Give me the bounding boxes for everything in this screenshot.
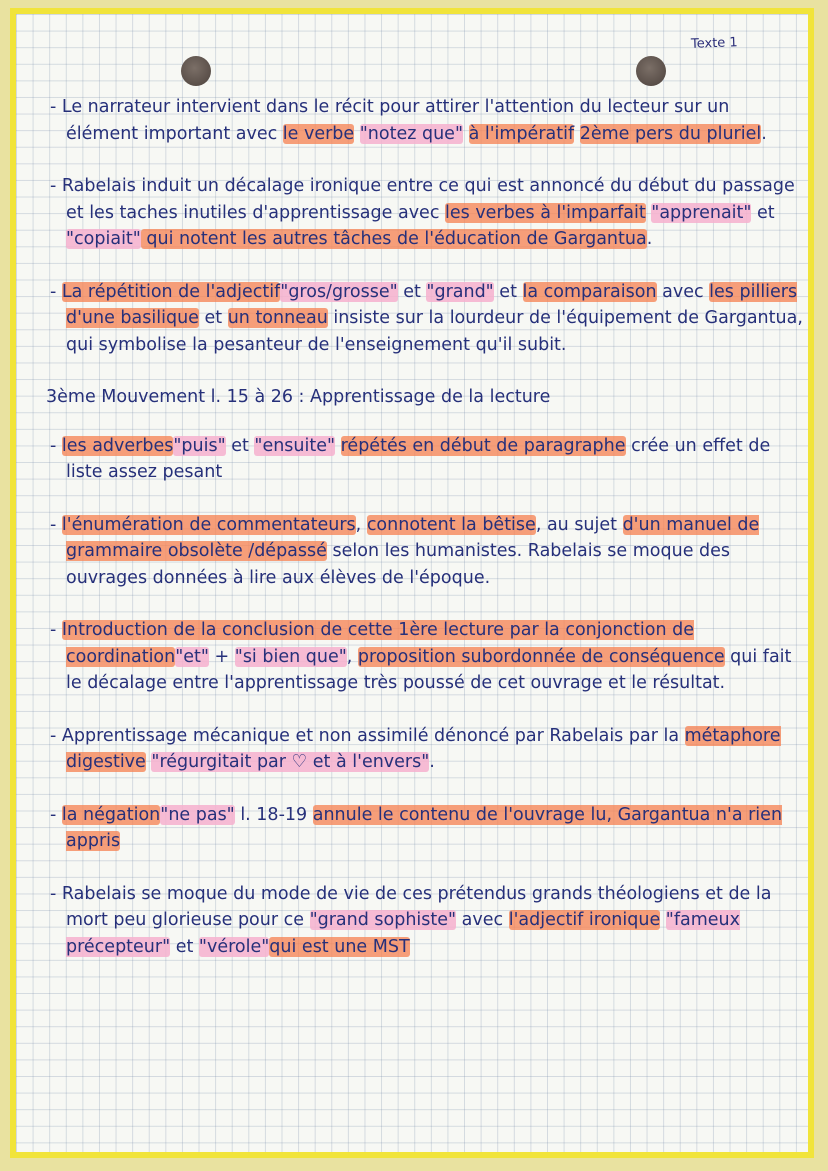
note-text: et [225, 435, 255, 456]
note-paragraph-7 [46, 723, 806, 776]
notebook-sheet [10, 8, 814, 1158]
highlight-orange: les adverbes [61, 435, 174, 456]
note-paragraph-6 [46, 617, 806, 697]
highlight-orange: Introduction de la conclusion de cette 1ère lecture par la conjonction de coordination [61, 620, 695, 667]
note-paragraph-5 [46, 512, 806, 592]
note-text: , [346, 646, 358, 667]
note-text: - [50, 435, 62, 456]
note-text: crée un effet de liste assez pesant [66, 435, 771, 482]
note-text: insiste sur la lourdeur de l'équipement de Gargantua, qui symbolise la pesanteur de l'enseignement qu'il subit. [66, 308, 803, 355]
note-text: - Apprentissage mécanique et non assimilé dénoncé par Rabelais par la [50, 725, 685, 746]
highlight-pink: "grand sophiste" [309, 910, 457, 930]
note-text: avec [656, 281, 710, 302]
highlight-orange: qui notent les autres tâches de l'éducation de Gargantua [140, 229, 647, 249]
highlight-orange: l'adjectif ironique [508, 910, 661, 930]
highlight-pink: "puis" [173, 435, 226, 456]
note-text: l. 18-19 [234, 804, 313, 825]
highlight-pink: "ne pas" [160, 804, 235, 825]
note-text: , au sujet [535, 514, 623, 535]
note-text [463, 124, 469, 144]
highlight-orange: connotent la bêtise [366, 514, 536, 535]
highlight-orange: à l'impératif [468, 123, 575, 144]
note-text: . [646, 229, 653, 249]
highlight-orange: qui est une MST [269, 936, 410, 957]
highlight-orange: annule le contenu de l'ouvrage lu, Gargantua n'a rien appris [66, 804, 783, 851]
notes-content [46, 94, 806, 986]
note-text: et [198, 308, 228, 328]
highlight-orange: les pilliers d'une basilique [66, 281, 798, 328]
note-text: - [50, 620, 62, 640]
note-text: et [397, 281, 427, 302]
highlight-pink: "fameux précepteur" [66, 910, 740, 957]
note-text: . [429, 752, 435, 772]
note-paragraph-1 [46, 94, 806, 147]
note-text [574, 124, 580, 144]
highlight-orange: la comparaison [522, 281, 657, 302]
note-text: , [355, 514, 367, 535]
note-text: - [50, 281, 62, 302]
note-text: et [751, 202, 775, 223]
highlight-orange: proposition subordonnée de conséquence [357, 646, 725, 667]
highlight-orange: d'un manuel de grammaire obsolète /dépassé [66, 514, 760, 561]
highlight-orange: l'énumération de commentateurs [61, 514, 356, 535]
note-text: - Le narrateur intervient dans le récit pour attirer l'attention du lecteur sur un élément important avec [50, 97, 730, 144]
note-text: - [50, 804, 62, 825]
punch-hole-right [636, 56, 666, 86]
note-text: Rabelais se moque des ouvrages données à lire aux élèves de l'époque. [66, 541, 731, 588]
highlight-pink: "grand" [426, 281, 494, 302]
highlight-orange: La répétition de l'adjectif [61, 281, 281, 302]
highlight-orange: 2ème pers du pluriel [579, 123, 762, 144]
note-text: qui fait le décalage entre l'apprentissage très poussé de cet ouvrage et le résultat. [66, 646, 792, 693]
note-text: selon les humanistes. [326, 541, 523, 561]
note-text: + [208, 646, 235, 667]
highlight-pink: "gros/grosse" [280, 281, 398, 302]
note-paragraph-9 [46, 881, 806, 961]
note-paragraph-4 [46, 433, 806, 486]
highlight-orange: le verbe [282, 123, 355, 144]
punch-hole-left [181, 56, 211, 86]
note-text: - Rabelais induit un décalage ironique entre ce qui est annoncé du début du passage et les taches inutiles d'apprentissage avec [50, 176, 795, 223]
highlight-pink: "régurgitait par ♡ et à l'envers" [151, 752, 430, 772]
section-heading: 3ème Mouvement l. 15 à 26 : Apprentissage de la lecture [46, 387, 551, 407]
note-paragraph-2 [46, 173, 806, 253]
highlight-orange: la négation [61, 804, 161, 825]
highlight-pink: "copiait" [66, 229, 141, 249]
note-text: . [761, 123, 767, 144]
note-paragraph-8 [46, 802, 806, 855]
highlight-orange: métaphore digestive [66, 725, 781, 772]
highlight-pink: "notez que" [359, 123, 463, 144]
highlight-orange: les verbes à l'imparfait [445, 202, 646, 223]
note-text: avec [456, 910, 509, 930]
highlight-pink: "apprenait" [651, 202, 752, 223]
highlight-pink: "ensuite" [254, 435, 336, 456]
page-title-tag: Texte 1 [691, 35, 739, 52]
note-text [660, 910, 666, 930]
note-paragraph-3 [46, 279, 806, 359]
highlight-orange: un tonneau [227, 308, 328, 328]
highlight-pink: "vérole" [198, 936, 270, 957]
highlight-pink: "si bien que" [234, 646, 347, 667]
note-text [335, 436, 341, 456]
note-text: et [170, 936, 199, 957]
note-text: et [493, 281, 523, 302]
note-text: - Rabelais se moque du mode de vie de ces prétendus grands théologiens et de la mort peu glorieuse pour ce [50, 883, 772, 930]
highlight-orange: répétés en début de paragraphe [340, 435, 626, 456]
note-text: - [50, 514, 62, 535]
highlight-pink: "et" [175, 646, 209, 667]
